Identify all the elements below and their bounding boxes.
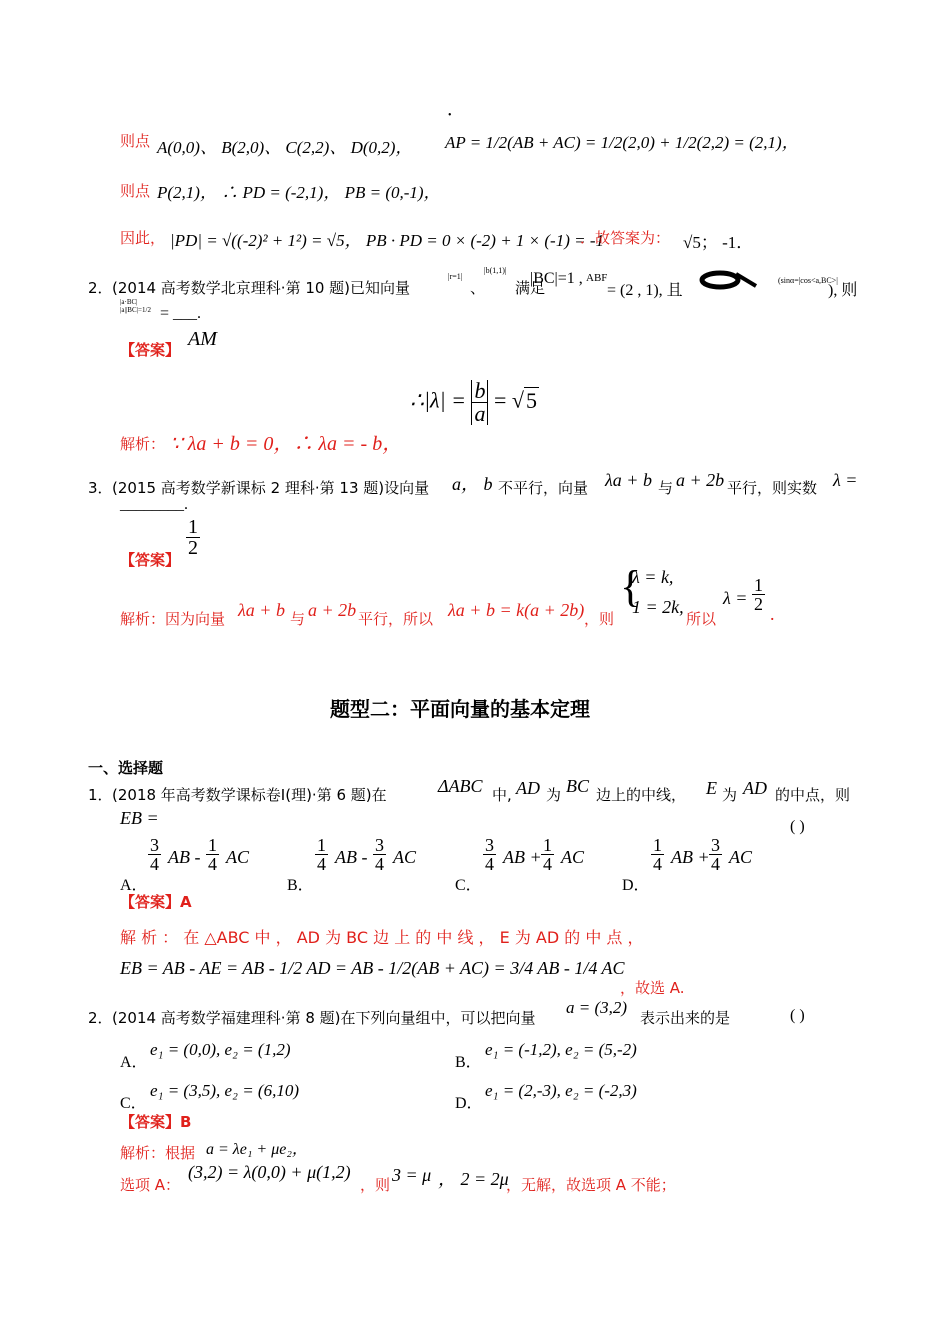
denominator-a: a [471,403,488,425]
bc-side: BC [566,776,590,796]
with-text: 与 [658,479,674,497]
answer-label: 【答案】B [120,1113,192,1131]
expr-a-plus-2b: a + 2b [676,470,725,490]
option-frac-2 [206,836,219,873]
solution-lead: 解析：根据 [120,1144,196,1162]
question-number: 2． [88,1009,113,1027]
subsection-title: 一、选择题 [88,759,164,777]
therefore-symbol: ∴|λ| = [410,387,466,413]
express-text: 表示出来的是 [640,1009,731,1027]
sol-parallel: 平行，所以 [358,610,434,628]
blank-line: = ___. [160,305,202,322]
big-lambda-equation [410,380,539,425]
answer-label: 【答案】 [120,341,181,359]
points-math: A(0,0)、 B(2,0)、 C(2,2)、 D(0,2)， [157,138,413,157]
then-text: ), 则 [828,282,858,299]
denominator: 2 [754,594,763,614]
option-value: e₁ = (0,0), e₂ = (1,2) [150,1040,291,1059]
sol-fraction [752,576,765,613]
expr-lambda-a-plus-b: λa + b [605,470,652,490]
denominator: 2 [188,537,198,559]
question-number: 3． [88,479,113,497]
solution-tail: ，故选 A. [620,979,685,997]
pd-magnitude-math: |PD| = √((-2)² + 1²) = √5， PB · PD = 0 × (-2) + 1 × (-1) = -1 [170,231,604,250]
denominator: 4 [543,854,552,874]
tiny-vector-a: |r=1| [448,272,463,281]
option-term-2: AC [561,847,585,867]
q-is-2: 为 [722,786,738,804]
solution-line-2: EB = AB - AE = AB - 1/2 AD = AB - 1/2(AB + AC) = 3/4 AB - 1/4 AC [120,958,625,978]
tiny-fraction-expr: |a·BC| |a||BC|=1/2 [120,298,151,314]
option-frac-1 [483,836,496,873]
denominator: 4 [653,854,662,874]
tiny-sin-expr: (sinα=|cos<a,BC>| [778,276,838,285]
tiny-vector-b: |b(1,1)| [484,266,507,275]
option-frac-1 [148,836,161,873]
lead-therefore: 因此， [120,229,166,247]
satisfy-text: 满足 [515,279,546,297]
denominator: 4 [485,854,494,874]
answer-paren: ( ) [790,818,805,835]
e-point: E [706,778,717,798]
option-term-2: AC [226,847,250,867]
vectors-a-b: a， b [452,474,493,494]
option-frac-2 [373,836,386,873]
question-source: (2018 年高考数学课标卷Ⅰ(理)·第 6 题)在 [112,786,387,804]
option-term-1: AB - [168,847,201,867]
p-point-math: P(2,1)， ∴ PD = (-2,1)， PB = (0,-1)， [157,183,441,202]
option-label: D． [455,1095,483,1112]
sol-lambda: λ = [723,588,748,608]
left-brace: { [620,562,642,611]
option-label: A． [120,1054,148,1071]
option-a-eq2: ， 2 = 2μ [438,1169,509,1189]
sol-equation: λa + b = k(a + 2b) [448,600,585,620]
option-value: e₁ = (-1,2), e₂ = (5,-2) [485,1040,637,1059]
alpha-symbol [698,270,760,290]
answer-am: AM [188,328,217,350]
abf-label: ABF [586,272,608,284]
sol-so: 所以 [686,610,717,628]
equals-root5: = √5 [493,387,537,413]
numerator: 1 [653,835,662,855]
option-a-eq1: 3 = μ [392,1165,432,1185]
option-term-1: AB - [335,847,368,867]
denominator: 4 [317,854,326,874]
numerator: 1 [188,516,198,538]
option-a-equation: (3,2) = λ(0,0) + μ(1,2) [188,1162,351,1182]
option-term-1: AB + [671,847,710,867]
option-label: C． [455,877,482,894]
question-source: (2015 高考数学新课标 2 理科·第 13 题)设向量 [112,479,430,497]
denominator: 4 [208,854,217,874]
answer-paren: ( ) [790,1007,805,1024]
solution-math: a = λe₁ + μe₂， [206,1141,308,1158]
option-a-then: ，则 [360,1176,391,1194]
numerator: 3 [485,835,494,855]
option-label: B． [455,1054,482,1071]
triangle-abc: ΔABC [438,776,483,796]
vector-a: a = (3,2) [566,998,628,1017]
option-a-conclusion: ，无解，故选项 A 不能； [506,1176,676,1194]
option-label: C． [120,1095,147,1112]
numerator: 1 [208,835,217,855]
option-term-1: AB + [503,847,542,867]
answer-label: 【答案】A [120,893,192,911]
solution-line-1: 解 析 ： 在 △ABC 中 ， AD 为 BC 边 上 的 中 线 ， E 为 AD 的 中 点 ， [120,928,644,947]
abf-value: = (2 , 1), 且 [607,282,683,299]
question-number: 1． [88,786,113,804]
denominator: 4 [375,854,384,874]
sol-expr-2: a + 2b [308,600,357,620]
b-over-a-fraction [471,380,488,425]
dot-mark: • [448,110,452,121]
denominator: 4 [711,854,720,874]
option-term-2: AC [729,847,753,867]
question-source: (2014 高考数学福建理科·第 8 题)在下列向量组中，可以把向量 [112,1009,536,1027]
solution-lead: 解析： [120,435,166,453]
option-term-2: AC [393,847,417,867]
numerator: 1 [543,835,552,855]
option-frac-2 [709,836,722,873]
answer-label: 【答案】 [120,551,181,569]
system-line-2: 1 = 2k, [632,597,684,617]
system-line-1: λ = k, [632,567,674,587]
denominator: 4 [150,854,159,874]
section-title: 题型二：平面向量的基本定理 [330,697,590,721]
option-value: e₁ = (2,-3), e₂ = (-2,3) [485,1081,637,1100]
answer-is-text: ．故答案为： [580,229,671,247]
ap-equation: AP = 1/2(AB + AC) = 1/2(2,0) + 1/2(2,2) = (2,1)， [445,133,799,152]
option-value: e₁ = (3,5), e₂ = (6,10) [150,1081,299,1100]
lead-then-point-2: 则点 [120,182,151,200]
numerator: 1 [754,575,763,595]
option-frac-1 [315,836,328,873]
q-in: 中, [492,786,512,804]
numerator: 3 [711,835,720,855]
blank-line: ________. [120,496,188,513]
option-a-lead: 选项 A： [120,1176,181,1194]
numerator: 3 [375,835,384,855]
numerator: 1 [317,835,326,855]
ad-vector-2: AD [743,778,767,798]
option-label: B． [287,877,314,894]
ad-vector: AD [516,778,540,798]
option-label: A． [120,877,148,894]
lambda-equals: λ = [833,470,858,490]
option-frac-2 [541,836,554,873]
eb-equals: EB = [120,808,159,828]
option-frac-1 [651,836,664,873]
sol-period: . [770,604,775,624]
q-is: 为 [546,786,562,804]
separator: 、 [470,279,486,297]
final-answer: √5； -1． [683,233,754,252]
numerator: 3 [150,835,159,855]
sol-with: 与 [290,610,306,628]
solution-math: ∵ λa + b = 0，∴ λa = - b， [170,433,403,455]
q-midpoint-text: 的中点，则 [775,786,851,804]
question-source: (2014 高考数学北京理科·第 10 题)已知向量 [112,279,411,297]
question-number: 2． [88,279,113,297]
bc-magnitude: |BC|=1 , [530,270,583,287]
not-parallel-text: 不平行，向量 [498,479,589,497]
answer-fraction [186,517,200,558]
q-median-text: 边上的中线， [596,786,687,804]
option-label: D． [622,877,650,894]
numerator-b: b [471,380,488,403]
sol-then: ，则 [584,610,615,628]
parallel-text: 平行，则实数 [727,479,818,497]
solution-lead: 解析：因为向量 [120,610,226,628]
sol-expr-1: λa + b [238,600,285,620]
lead-then-point: 则点 [120,132,151,150]
